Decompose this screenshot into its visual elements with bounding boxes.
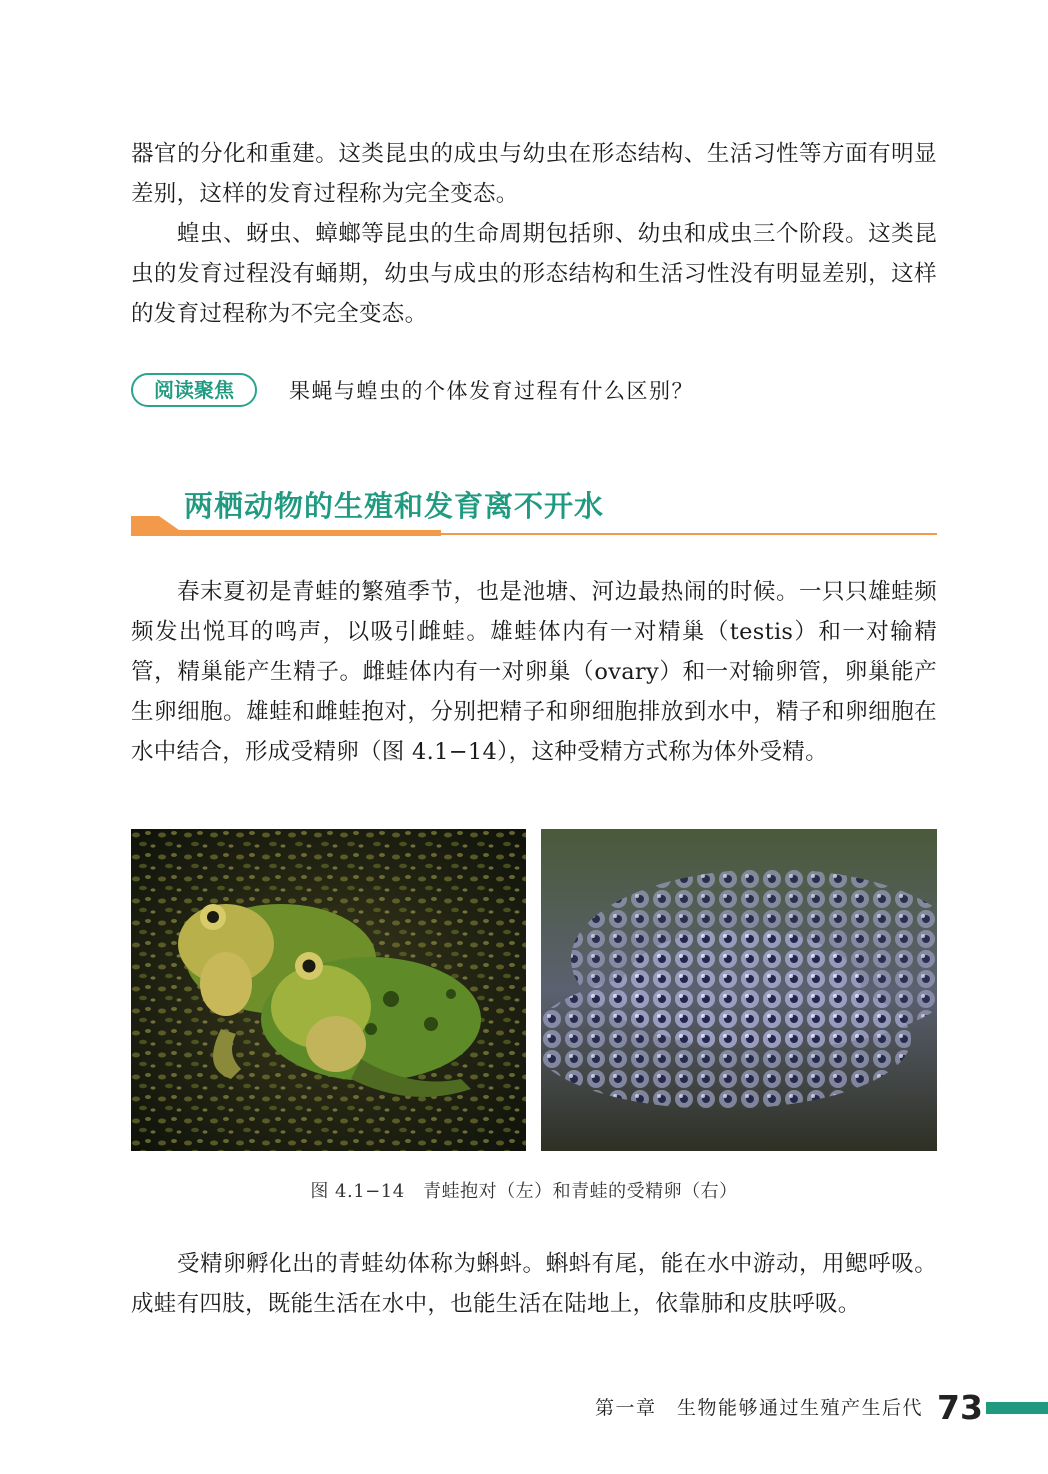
frog-spawn-photo [541,829,937,1151]
reading-focus-question: 果蝇与蝗虫的个体发育过程有什么区别？ [289,379,694,403]
paragraph-1: 器官的分化和重建。这类昆虫的成虫与幼虫在形态结构、生活习性等方面有明显差别，这样的发育过程称为完全变态。 [131,141,937,207]
page-number: 73 [937,1388,983,1427]
paragraph-2: 蝗虫、蚜虫、蟑螂等昆虫的生命周期包括卵、幼虫和成虫三个阶段。这类昆虫的发育过程没有蛹期，幼虫与成虫的形态结构和生活习性没有明显差别，这样的发育过程称为不完全变态。 [131,221,937,327]
frog-amplexus-photo [131,829,526,1151]
footer-accent-bar [986,1402,1048,1414]
chapter-footer: 第一章 生物能够通过生殖产生后代 [595,1397,924,1419]
section-title-underline [440,533,937,535]
figure-caption: 图 4.1−14 青蛙抱对（左）和青蛙的受精卵（右） [310,1181,738,1202]
reading-focus-badge: 阅读聚焦 [131,373,257,407]
paragraph-4: 受精卵孵化出的青蛙幼体称为蝌蚪。蝌蚪有尾，能在水中游动，用鳃呼吸。成蛙有四肢，既能生活在水中，也能生活在陆地上，依靠肺和皮肤呼吸。 [131,1251,937,1317]
section-title: 两栖动物的生殖和发育离不开水 [184,489,605,523]
paragraph-3: 春末夏初是青蛙的繁殖季节，也是池塘、河边最热闹的时候。一只只雄蛙频频发出悦耳的鸣声，以吸引雌蛙。雄蛙体内有一对精巢（testis）和一对输精管，精巢能产生精子。雌蛙体内有一对卵巢（ovary）和一对输卵管，卵巢能产生卵细胞。雄蛙和雌蛙抱对，分别把精子和卵细胞排放到水中，精子和卵细胞在水中结合，形成受精卵（图 4.1−14），这种受精方式称为体外受精。 [131,579,937,765]
